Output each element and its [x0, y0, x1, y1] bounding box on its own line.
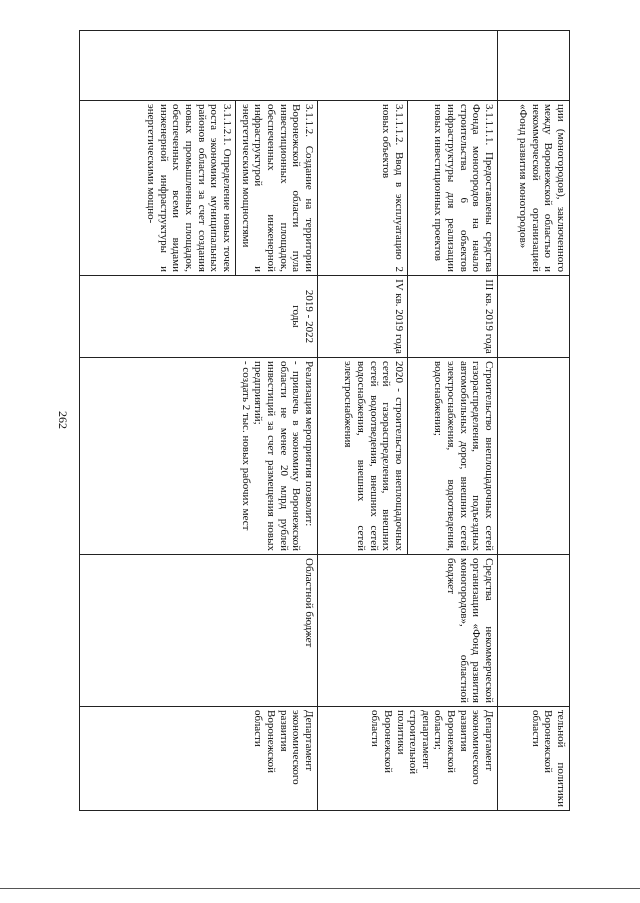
page-number: 262	[56, 411, 70, 429]
table-cell-activity: 3.1.1.2.1. Определение новых точек роста экономики муниципальных районов области за счет создания новых промышленных площадок, обеспеченных всеми видами инженерной инфраструктуры и энергетическими мощно-	[80, 101, 236, 276]
table-cell-responsible: тельной политики Воронежской области	[498, 707, 570, 811]
table-cell-result	[498, 358, 570, 555]
table-row	[236, 31, 318, 811]
table-cell-deadline: IV кв. 2019 года	[318, 276, 408, 358]
table-cell-funding: Областной бюджет	[80, 555, 318, 707]
table-cell-result: Реализация мероприятия позволит: - привлечь в экономику Воронежской области не менее 20 млрд рублей инвестиций за счет размещения новых предприятий; - создать 2 тыс. новых рабочих мест	[80, 358, 318, 555]
table-row	[498, 31, 570, 811]
table-cell-funding	[498, 555, 570, 707]
table-cell-responsible: Департамент экономического развития Воронежской области	[80, 707, 318, 811]
table-cell-activity: 3.1.1.1.2. Ввод в эксплуатацию 2 новых объектов	[318, 101, 408, 276]
table-cell-activity: 3.1.1.1.1. Предоставлены средства Фонда моногородов на начало строительства 6 объектов инфраструктуры для реализации новых инвестиционных проектов	[408, 101, 498, 276]
table-cell-deadline	[498, 276, 570, 358]
table-cell-activity: 3.1.1.2. Создание на территории Воронежской области пула инвестиционных площадок, обеспеченных инженерной инфраструктурой и энергетическими мощностями	[236, 101, 318, 276]
table-cell-funding: Средства некоммерческой организации «Фонд развития моногородов», областной бюджет	[318, 555, 498, 707]
table-cell-deadline: III кв. 2019 года	[408, 276, 498, 358]
table-cell-index	[80, 31, 498, 101]
table-cell-result: 2020 - строительство внеплощадочных сетей газораспределения, внешних сетей водоотведения, внешних сетей водоснабжения, внешних сетей электроснабжения	[318, 358, 408, 555]
rotated-page-content	[56, 30, 570, 810]
table-cell-index	[498, 31, 570, 101]
plan-table	[79, 30, 570, 811]
table-cell-deadline: 2019 - 2022 годы	[80, 276, 318, 358]
table-cell-activity: ции (моногородов), заключенного между Воронежской областью и некоммерческой организацией «Фонд развития моногородов»	[498, 101, 570, 276]
table-cell-result: Строительство внеплощадочных сетей газораспределения, подъездных автомобильных дорог, внешних сетей электроснабжения, водоотведения, водоснабжения;	[408, 358, 498, 555]
table-row	[408, 31, 498, 811]
table-cell-responsible: Департамент экономического развития Воронежской области; департамент строительной политики Воронежской области	[318, 707, 498, 811]
page-bottom-edge	[0, 888, 640, 889]
